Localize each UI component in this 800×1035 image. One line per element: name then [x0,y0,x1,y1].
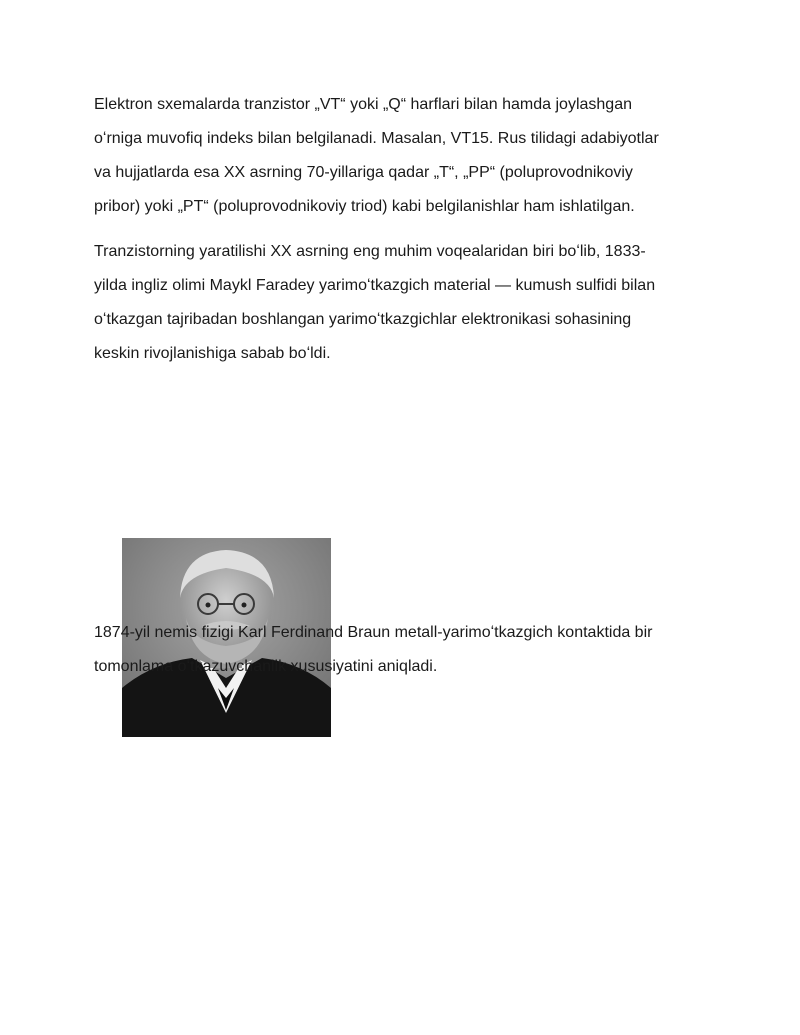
text-line: Elektron sxemalarda tranzistor „VT“ yoki „Q“ harflari bilan hamda joylashgan [94,96,632,113]
text-line: Tranzistorning yaratilishi XX asrning eng muhim voqealaridan biri boʻlib, 1833- [94,243,646,260]
text-line: 1874-yil nemis fizigi Karl Ferdinand Braun metall-yarimoʻtkazgich kontaktida bir [94,624,653,641]
paragraph-transistor-history [94,235,714,371]
text-line: va hujjatlarda esa XX asrning 70-yillariga qadar „T“, „PP“ (poluprovodnikoviy [94,164,633,181]
paragraph-transistor-notation [94,88,714,224]
text-line: oʻtkazgan tajribadan boshlangan yarimoʻtkazgichlar elektronikasi sohasining [94,311,632,328]
text-line: yilda ingliz olimi Maykl Faradey yarimoʻtkazgich material — kumush sulfidi bilan [94,277,656,294]
text-line: oʻrniga muvofiq indeks bilan belgilanadi. Masalan, VT15. Rus tilidagi adabiyotlar [94,130,659,147]
text-line: tomonlama oʻtkazuvchanlik xususiyatini aniqladi. [94,658,438,675]
paragraph-braun-discovery [94,616,714,684]
text-line: pribor) yoki „PT“ (poluprovodnikoviy triod) kabi belgilanishlar ham ishlatilgan. [94,198,635,215]
text-line: keskin rivojlanishiga sabab boʻldi. [94,345,331,362]
